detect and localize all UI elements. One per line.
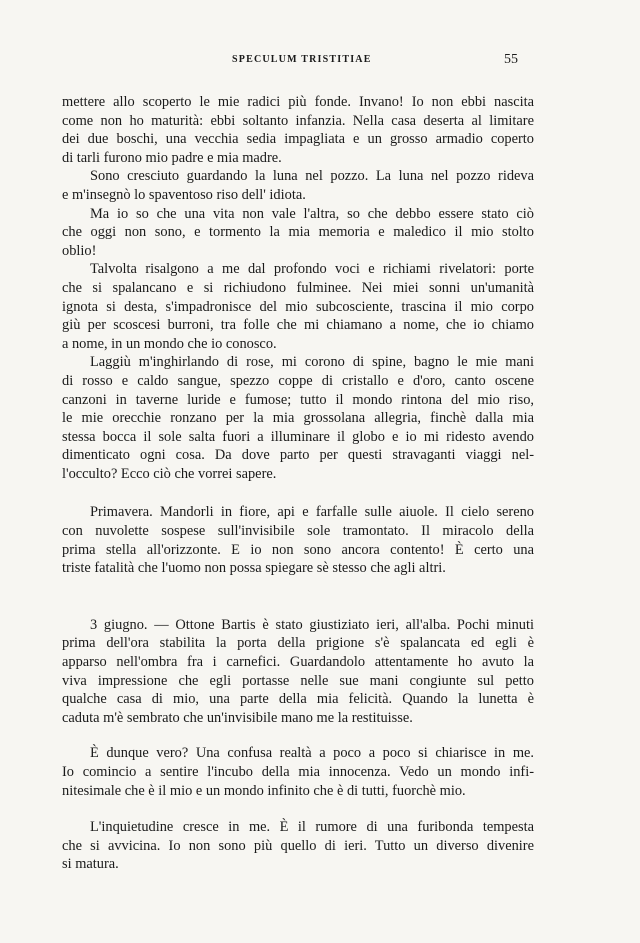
text-line: nitesimale che è il mio e un mondo infinito che è di tutti, fuorchè mio. xyxy=(62,782,466,799)
text-line: apparso nell'ombra fra i carnefici. Guardandolo attentamente ho avuto la xyxy=(62,654,534,671)
paragraph xyxy=(62,616,534,728)
text-line: dimenticato ogni cosa. Da dove parto per questi stravaganti viaggi nel- xyxy=(62,447,534,464)
text-line: Primavera. Mandorli in fiore, api e farfalle sulle aiuole. Il cielo sereno xyxy=(90,504,534,521)
text-line: che oggi non sono, e tormento la mia memoria e maledico il mio stolto xyxy=(62,224,534,241)
text-line: giù per scoscesi burroni, tra folle che mi chiamano a nome, che io chiamo xyxy=(62,317,534,334)
text-line: prima dell'ora stabilita la porta della prigione s'è spalancata ed egli è xyxy=(62,635,534,652)
running-title: SPECULUM TRISTITIAE xyxy=(232,54,372,65)
text-line: con nuvolette sospese sull'invisibile sole tramontato. Il miracolo della xyxy=(62,523,534,540)
text-line: Ma io so che una vita non vale l'altra, so che debbo essere stato ciò xyxy=(90,205,534,222)
text-line: L'inquietudine cresce in me. È il rumore di una furibonda tempesta xyxy=(90,819,534,836)
text-line: stessa bocca il sole salta fuori a illuminare il globo e io mi ridesto avendo xyxy=(62,428,534,445)
text-line: caduta m'è sembrato che un'invisibile mano me la restituisse. xyxy=(62,709,413,726)
text-line: come non ho maturità: ebbi soltanto infanzia. Nella casa deserta al limitare xyxy=(62,112,534,129)
text-line: 3 giugno. — Ottone Bartis è stato giustiziato ieri, all'alba. Pochi minuti xyxy=(90,616,534,633)
text-line: Sono cresciuto guardando la luna nel pozzo. La luna nel pozzo rideva xyxy=(90,168,534,185)
text-line: a nome, in un mondo che io conosco. xyxy=(62,335,277,352)
text-line: oblio! xyxy=(62,242,97,259)
text-line: È dunque vero? Una confusa realtà a poco a poco si chiarisce in me. xyxy=(90,745,534,762)
text-line: Laggiù m'inghirlando di rose, mi corono di spine, bagno le mie mani xyxy=(90,354,534,371)
paragraph xyxy=(62,205,534,261)
paragraph xyxy=(62,260,534,353)
text-line: si matura. xyxy=(62,856,119,873)
text-line: viva impressione che egli portasse nelle sue mani congiunte sul petto xyxy=(62,672,534,689)
text-line: Talvolta risalgono a me dal profondo voci e richiami rivelatori: porte xyxy=(90,261,534,278)
paragraph xyxy=(62,353,534,483)
text-line: prima stella all'orizzonte. E io non sono ancora contento! È certo una xyxy=(62,541,534,558)
text-line: dei due boschi, una vecchia sedia impagliata e un grosso armadio coperto xyxy=(62,131,534,148)
paragraph xyxy=(62,167,534,204)
paragraph xyxy=(62,818,534,874)
paragraph xyxy=(62,744,534,800)
text-line: triste fatalità che l'uomo non possa spiegare sè stesso che agli altri. xyxy=(62,560,446,577)
paragraph xyxy=(62,93,534,167)
text-line: le mie orecchie ronzano per la mia grossolana allegria, finchè dalla mia xyxy=(62,410,534,427)
text-line: di tarli furono mio padre e mia madre. xyxy=(62,149,282,166)
page-number: 55 xyxy=(504,52,518,67)
text-line: qualche casa di mio, una parte della mia felicità. Quando la lunetta è xyxy=(62,691,534,708)
text-line: di rosso e caldo sangue, spezzo coppe di cristallo e d'oro, canto oscene xyxy=(62,372,534,389)
text-line: mettere allo scoperto le mie radici più fonde. Invano! Io non ebbi nascita xyxy=(62,94,534,110)
text-line: ignota si desta, s'impadronisce del mio subcosciente, trascina il mio corpo xyxy=(62,298,534,315)
text-line: che si avvicina. Io non sono più quello di ieri. Tutto un diverso divenire xyxy=(62,837,534,854)
body-text xyxy=(62,93,534,874)
paragraph xyxy=(62,503,534,577)
page-header xyxy=(62,54,518,72)
text-line: che si spalancano e si richiudono fulminee. Nei miei sonni un'umanità xyxy=(62,279,534,296)
text-line: l'occulto? Ecco ciò che vorrei sapere. xyxy=(62,465,277,482)
text-line: Io comincio a sentire l'incubo della mia innocenza. Vedo un mondo infi- xyxy=(62,764,534,780)
text-line: e m'insegnò lo spaventoso riso dell' idiota. xyxy=(62,186,306,203)
text-line: canzoni in taverne luride e fumose; tutto il mondo rintona del mio riso, xyxy=(62,391,534,408)
